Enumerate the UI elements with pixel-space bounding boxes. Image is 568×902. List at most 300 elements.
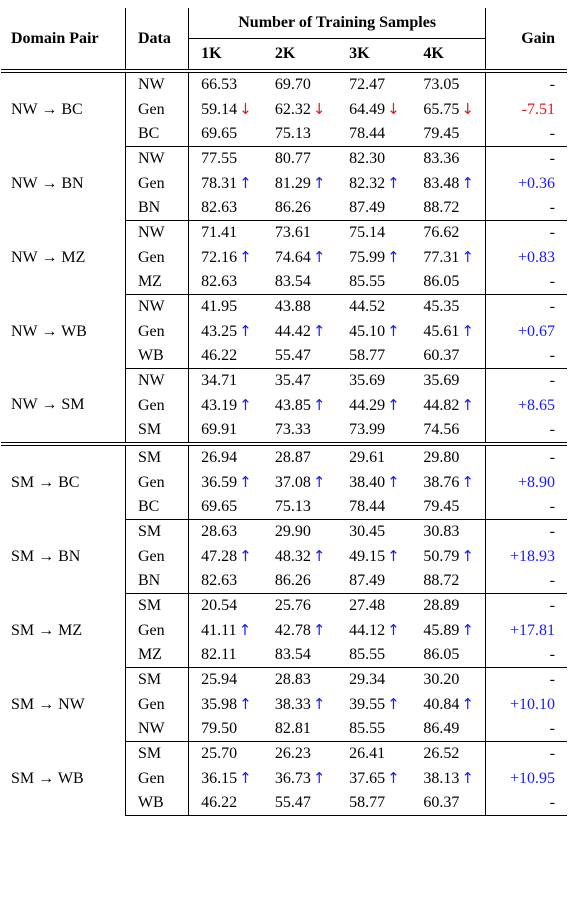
- value-cell: [411, 418, 485, 443]
- value-text: 44.42: [274, 323, 311, 340]
- value-text: 86.05: [423, 273, 460, 290]
- value-cell: [189, 171, 263, 196]
- value-cell: [337, 594, 411, 619]
- value-text: 30.45: [349, 523, 386, 540]
- value-text: 86.05: [423, 646, 460, 663]
- value-cell: [411, 295, 485, 320]
- value-cell: [337, 270, 411, 295]
- value-cell: [189, 270, 263, 295]
- gain-cell: -: [549, 224, 555, 241]
- value-cell: [263, 369, 337, 394]
- value-text: 66.53: [201, 76, 238, 93]
- header-size-3k: 3K: [337, 39, 411, 70]
- value-text: 78.44: [349, 125, 386, 142]
- value-text: 46.22: [201, 347, 238, 364]
- value-cell: [411, 270, 485, 295]
- arrow-up-icon: ↑: [312, 695, 326, 713]
- arrow-up-icon: ↑: [239, 322, 252, 340]
- gain-cell: -: [549, 372, 555, 389]
- value-cell: [411, 147, 485, 172]
- gain-cell: -: [486, 196, 567, 221]
- value-text: 43.25: [201, 323, 238, 340]
- value-cell: [263, 791, 337, 816]
- gain-cell: -: [486, 418, 567, 443]
- value-text: 44.29: [349, 397, 386, 414]
- value-cell: [263, 393, 337, 418]
- value-cell: [189, 446, 263, 471]
- value-text: 25.70: [201, 745, 238, 762]
- value-text: 55.47: [274, 347, 311, 364]
- value-text: 86.26: [274, 572, 311, 589]
- value-text: 45.61: [423, 323, 460, 340]
- value-text: 38.76: [423, 474, 460, 491]
- value-text: 78.44: [349, 498, 386, 515]
- value-text: 26.23: [274, 745, 311, 762]
- value-cell: [411, 742, 485, 767]
- domain-pair-cell: NW → BN: [1, 147, 125, 221]
- arrow-up-icon: ↑: [312, 174, 326, 192]
- arrow-up-icon: ↑: [238, 621, 252, 639]
- value-cell: [411, 791, 485, 816]
- value-cell: [263, 418, 337, 443]
- gain-cell: -: [549, 76, 555, 93]
- results-table: [1, 8, 567, 816]
- value-text: 46.22: [201, 794, 238, 811]
- value-cell: [263, 171, 337, 196]
- domain-pair-cell: NW → WB: [1, 295, 125, 369]
- value-text: 39.55: [349, 696, 386, 713]
- value-cell: [337, 692, 411, 717]
- value-cell: [337, 717, 411, 742]
- value-cell: [337, 418, 411, 443]
- data-source-cell: SM: [125, 520, 188, 545]
- value-text: 77.55: [201, 150, 238, 167]
- value-cell: [263, 766, 337, 791]
- value-cell: [337, 791, 411, 816]
- value-text: 44.52: [349, 298, 386, 315]
- value-text: 20.54: [201, 597, 238, 614]
- value-cell: [337, 221, 411, 246]
- table-row: [1, 742, 567, 767]
- arrow-down-icon: ↓: [461, 100, 474, 118]
- value-text: 28.63: [201, 523, 238, 540]
- value-text: 40.84: [423, 696, 460, 713]
- data-source-cell: WB: [125, 344, 188, 369]
- value-text: 88.72: [423, 572, 460, 589]
- table-row: [1, 446, 567, 471]
- value-cell: [337, 245, 411, 270]
- value-cell: [263, 668, 337, 693]
- data-source-cell: NW: [125, 221, 188, 246]
- value-cell: [263, 245, 337, 270]
- arrow-up-icon: ↑: [239, 396, 252, 414]
- arrow-up-icon: ↑: [461, 473, 474, 491]
- gain-cell: -: [486, 569, 567, 594]
- value-cell: [263, 495, 337, 520]
- value-text: 45.89: [423, 622, 460, 639]
- value-text: 29.61: [349, 449, 386, 466]
- value-cell: [337, 766, 411, 791]
- value-cell: [411, 766, 485, 791]
- header-domain-pair: Domain Pair: [1, 8, 125, 70]
- arrow-up-icon: ↑: [387, 473, 400, 491]
- value-text: 38.33: [274, 696, 311, 713]
- value-cell: [189, 369, 263, 394]
- gain-cell: +10.95: [509, 769, 555, 787]
- value-text: 73.05: [423, 76, 460, 93]
- value-text: 83.36: [423, 150, 460, 167]
- value-text: 29.90: [274, 523, 311, 540]
- value-cell: [263, 520, 337, 545]
- value-text: 43.85: [274, 397, 311, 414]
- value-cell: [337, 643, 411, 668]
- value-cell: [189, 791, 263, 816]
- gain-cell: -: [486, 270, 567, 295]
- gain-cell: +0.83: [517, 248, 555, 266]
- value-cell: [263, 73, 337, 98]
- value-cell: [337, 319, 411, 344]
- value-cell: [411, 122, 485, 147]
- domain-pair-cell: NW → MZ: [1, 221, 125, 295]
- value-cell: [189, 122, 263, 147]
- data-source-cell: Gen: [125, 393, 188, 418]
- value-cell: [411, 245, 485, 270]
- value-cell: [411, 594, 485, 619]
- data-source-cell: NW: [125, 717, 188, 742]
- value-text: 82.63: [201, 572, 238, 589]
- domain-pair-cell: NW → BC: [1, 73, 125, 147]
- value-cell: [189, 97, 263, 122]
- table-row: [1, 73, 567, 98]
- value-text: 85.55: [349, 273, 386, 290]
- value-cell: [337, 97, 411, 122]
- value-cell: [337, 171, 411, 196]
- value-text: 26.94: [201, 449, 238, 466]
- value-cell: [263, 618, 337, 643]
- value-text: 83.48: [423, 175, 460, 192]
- value-cell: [263, 295, 337, 320]
- value-text: 36.15: [201, 770, 238, 787]
- value-text: 25.94: [201, 671, 238, 688]
- value-cell: [189, 418, 263, 443]
- gain-cell: -: [549, 523, 555, 540]
- table-row: [1, 221, 567, 246]
- value-cell: [263, 544, 337, 569]
- data-source-cell: NW: [125, 147, 188, 172]
- value-text: 60.37: [423, 347, 460, 364]
- value-text: 41.11: [201, 622, 237, 639]
- value-text: 72.16: [201, 249, 238, 266]
- value-text: 49.15: [349, 548, 386, 565]
- table-row: [1, 369, 567, 394]
- arrow-up-icon: ↑: [461, 695, 474, 713]
- gain-cell: +0.36: [517, 174, 555, 192]
- value-cell: [263, 147, 337, 172]
- value-text: 75.99: [349, 249, 386, 266]
- arrow-up-icon: ↑: [387, 174, 400, 192]
- value-cell: [263, 643, 337, 668]
- value-cell: [263, 717, 337, 742]
- arrow-up-icon: ↑: [387, 695, 400, 713]
- value-cell: [411, 369, 485, 394]
- value-text: 69.65: [201, 125, 238, 142]
- value-text: 85.55: [349, 646, 386, 663]
- value-text: 44.12: [349, 622, 386, 639]
- table-row: [1, 147, 567, 172]
- value-text: 73.99: [349, 421, 386, 438]
- arrow-up-icon: ↑: [239, 248, 252, 266]
- data-source-cell: NW: [125, 369, 188, 394]
- value-text: 44.82: [423, 397, 460, 414]
- value-text: 35.98: [201, 696, 238, 713]
- gain-cell: -: [486, 344, 567, 369]
- value-cell: [263, 446, 337, 471]
- value-cell: [189, 544, 263, 569]
- arrow-up-icon: ↑: [239, 769, 252, 787]
- value-cell: [189, 668, 263, 693]
- value-text: 29.34: [349, 671, 386, 688]
- table-row: [1, 520, 567, 545]
- arrow-up-icon: ↑: [312, 396, 326, 414]
- domain-pair-cell: SM → MZ: [1, 594, 125, 668]
- value-text: 30.20: [423, 671, 460, 688]
- data-source-cell: WB: [125, 791, 188, 816]
- value-text: 48.32: [274, 548, 311, 565]
- header-row-1: [1, 8, 567, 39]
- value-cell: [263, 196, 337, 221]
- gain-cell: -: [549, 671, 555, 688]
- data-source-cell: Gen: [125, 692, 188, 717]
- data-source-cell: Gen: [125, 319, 188, 344]
- value-text: 71.41: [201, 224, 238, 241]
- value-text: 82.11: [201, 646, 237, 663]
- header-gain: Gain: [521, 29, 555, 47]
- header-size-4k: 4K: [411, 39, 485, 70]
- domain-pair-cell: SM → BC: [1, 446, 125, 520]
- value-cell: [411, 393, 485, 418]
- value-text: 75.14: [349, 224, 386, 241]
- value-text: 74.56: [423, 421, 460, 438]
- header-size-2k: 2K: [263, 39, 337, 70]
- value-text: 88.72: [423, 199, 460, 216]
- value-text: 87.49: [349, 199, 386, 216]
- value-cell: [189, 594, 263, 619]
- value-text: 27.48: [349, 597, 386, 614]
- value-text: 29.80: [423, 449, 460, 466]
- gain-cell: -: [549, 745, 555, 762]
- value-text: 43.88: [274, 298, 311, 315]
- value-cell: [263, 270, 337, 295]
- value-cell: [411, 569, 485, 594]
- value-cell: [263, 692, 337, 717]
- value-cell: [263, 97, 337, 122]
- value-text: 64.49: [349, 101, 386, 118]
- gain-cell: -: [486, 791, 567, 816]
- value-cell: [337, 344, 411, 369]
- value-text: 75.13: [274, 498, 311, 515]
- value-text: 37.08: [274, 474, 311, 491]
- value-text: 36.73: [274, 770, 311, 787]
- arrow-up-icon: ↑: [461, 769, 474, 787]
- value-cell: [189, 344, 263, 369]
- table-row: [1, 594, 567, 619]
- value-text: 43.19: [201, 397, 238, 414]
- value-cell: [411, 717, 485, 742]
- value-cell: [337, 295, 411, 320]
- value-cell: [189, 618, 263, 643]
- data-source-cell: Gen: [125, 97, 188, 122]
- data-source-cell: Gen: [125, 618, 188, 643]
- domain-pair-cell: NW → SM: [1, 369, 125, 443]
- value-cell: [337, 569, 411, 594]
- arrow-up-icon: ↑: [239, 174, 252, 192]
- value-text: 37.65: [349, 770, 386, 787]
- value-text: 41.95: [201, 298, 238, 315]
- value-text: 25.76: [274, 597, 311, 614]
- value-cell: [411, 344, 485, 369]
- value-cell: [189, 295, 263, 320]
- data-source-cell: Gen: [125, 766, 188, 791]
- value-cell: [337, 520, 411, 545]
- gain-cell: -: [549, 449, 555, 466]
- value-cell: [263, 319, 337, 344]
- value-text: 77.31: [423, 249, 460, 266]
- gain-cell: +8.90: [517, 473, 555, 491]
- value-text: 59.14: [201, 101, 238, 118]
- value-text: 76.62: [423, 224, 460, 241]
- value-text: 28.89: [423, 597, 460, 614]
- arrow-up-icon: ↑: [312, 769, 326, 787]
- value-cell: [411, 692, 485, 717]
- value-cell: [337, 544, 411, 569]
- value-cell: [337, 446, 411, 471]
- value-cell: [411, 171, 485, 196]
- arrow-up-icon: ↑: [312, 473, 326, 491]
- value-cell: [189, 495, 263, 520]
- arrow-up-icon: ↑: [312, 547, 326, 565]
- value-text: 65.75: [423, 101, 460, 118]
- value-text: 74.64: [274, 249, 311, 266]
- value-cell: [411, 643, 485, 668]
- arrow-down-icon: ↓: [387, 100, 400, 118]
- arrow-up-icon: ↑: [239, 695, 252, 713]
- gain-cell: +8.65: [517, 396, 555, 414]
- value-cell: [411, 668, 485, 693]
- value-text: 26.52: [423, 745, 460, 762]
- value-cell: [411, 97, 485, 122]
- value-text: 79.45: [423, 125, 460, 142]
- arrow-up-icon: ↑: [387, 396, 400, 414]
- arrow-up-icon: ↑: [461, 248, 474, 266]
- header-data: Data: [125, 8, 188, 70]
- data-source-cell: SM: [125, 594, 188, 619]
- value-text: 86.49: [423, 720, 460, 737]
- table-row: [1, 668, 567, 693]
- value-cell: [337, 668, 411, 693]
- value-text: 82.63: [201, 273, 238, 290]
- value-cell: [189, 319, 263, 344]
- data-source-cell: Gen: [125, 470, 188, 495]
- arrow-up-icon: ↑: [461, 396, 474, 414]
- data-source-cell: MZ: [125, 643, 188, 668]
- arrow-up-icon: ↑: [387, 621, 400, 639]
- value-cell: [337, 196, 411, 221]
- value-text: 35.69: [349, 372, 386, 389]
- value-cell: [337, 393, 411, 418]
- data-source-cell: BC: [125, 122, 188, 147]
- value-text: 38.13: [423, 770, 460, 787]
- value-cell: [189, 470, 263, 495]
- value-cell: [411, 221, 485, 246]
- value-text: 58.77: [349, 794, 386, 811]
- arrow-up-icon: ↑: [312, 621, 326, 639]
- value-text: 83.54: [274, 646, 311, 663]
- value-text: 60.37: [423, 794, 460, 811]
- value-cell: [411, 520, 485, 545]
- value-text: 36.59: [201, 474, 238, 491]
- value-text: 75.13: [274, 125, 311, 142]
- value-text: 69.65: [201, 498, 238, 515]
- domain-pair-cell: SM → WB: [1, 742, 125, 816]
- value-cell: [411, 470, 485, 495]
- domain-pair-cell: SM → BN: [1, 520, 125, 594]
- value-cell: [263, 569, 337, 594]
- value-cell: [189, 245, 263, 270]
- value-text: 72.47: [349, 76, 386, 93]
- arrow-down-icon: ↓: [312, 100, 326, 118]
- value-text: 45.10: [349, 323, 386, 340]
- data-source-cell: MZ: [125, 270, 188, 295]
- data-source-cell: SM: [125, 742, 188, 767]
- value-text: 42.78: [274, 622, 311, 639]
- value-cell: [189, 569, 263, 594]
- value-cell: [189, 717, 263, 742]
- value-text: 34.71: [201, 372, 238, 389]
- value-text: 62.32: [274, 101, 311, 118]
- data-source-cell: NW: [125, 73, 188, 98]
- value-text: 80.77: [274, 150, 311, 167]
- arrow-up-icon: ↑: [461, 174, 474, 192]
- value-cell: [411, 618, 485, 643]
- value-cell: [263, 742, 337, 767]
- value-text: 82.30: [349, 150, 386, 167]
- arrow-up-icon: ↑: [461, 547, 474, 565]
- value-cell: [337, 495, 411, 520]
- gain-cell: -: [549, 150, 555, 167]
- value-text: 45.35: [423, 298, 460, 315]
- value-cell: [189, 742, 263, 767]
- value-cell: [411, 196, 485, 221]
- value-text: 87.49: [349, 572, 386, 589]
- value-cell: [189, 692, 263, 717]
- value-text: 78.31: [201, 175, 238, 192]
- value-cell: [411, 446, 485, 471]
- arrow-down-icon: ↓: [239, 100, 252, 118]
- data-source-cell: SM: [125, 668, 188, 693]
- value-text: 86.26: [274, 199, 311, 216]
- value-text: 38.40: [349, 474, 386, 491]
- gain-cell: +18.93: [509, 547, 555, 565]
- arrow-up-icon: ↑: [239, 473, 252, 491]
- value-cell: [411, 73, 485, 98]
- value-cell: [189, 766, 263, 791]
- arrow-up-icon: ↑: [461, 322, 474, 340]
- value-text: 30.83: [423, 523, 460, 540]
- value-cell: [337, 147, 411, 172]
- arrow-up-icon: ↑: [312, 248, 326, 266]
- gain-cell: -: [486, 122, 567, 147]
- value-cell: [337, 73, 411, 98]
